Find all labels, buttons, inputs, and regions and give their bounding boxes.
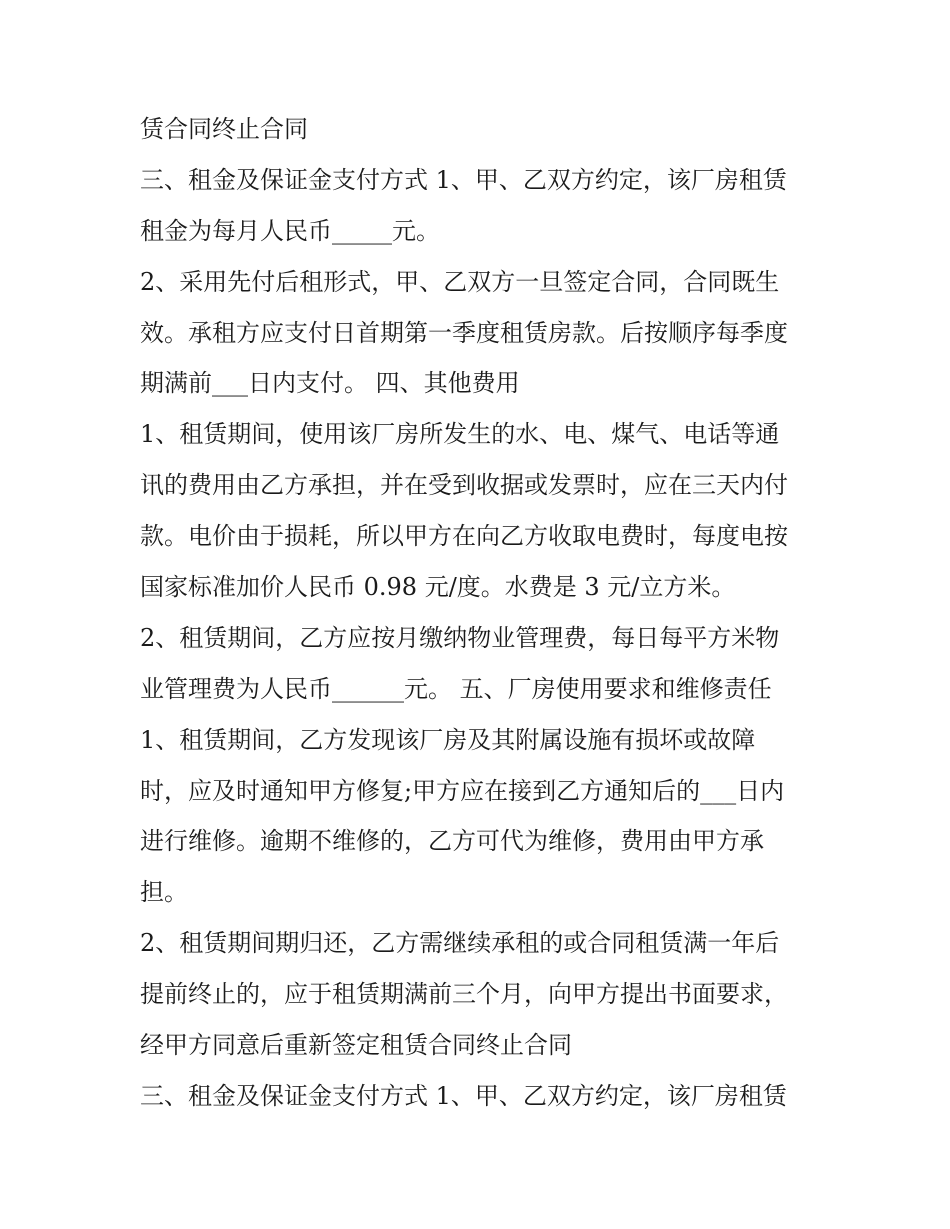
text-line-7: 1、租赁期间，使用该厂房所发生的水、电、煤气、电话等通 — [140, 420, 780, 449]
text-line-17: 2、租赁期间期归还，乙方需继续承租的或合同租赁满一年后 — [140, 929, 780, 958]
text-line-3: 租金为每月人民币_____元。 — [140, 216, 440, 245]
text-line-4: 2、采用先付后租形式，甲、乙双方一旦签定合同，合同既生 — [140, 267, 780, 296]
text-line-13: 1、租赁期间，乙方发现该厂房及其附属设施有损坏或故障 — [140, 725, 756, 754]
text-line-2: 三、租金及保证金支付方式 1、甲、乙双方约定，该厂房租赁 — [140, 165, 787, 194]
text-line-19: 经甲方同意后重新签定租赁合同终止合同 — [140, 1031, 572, 1060]
text-line-20: 三、租金及保证金支付方式 1、甲、乙双方约定，该厂房租赁 — [140, 1081, 787, 1110]
text-line-15: 进行维修。逾期不维修的，乙方可代为维修，费用由甲方承 — [140, 827, 764, 856]
text-line-6: 期满前___日内支付。 四、其他费用 — [140, 369, 520, 398]
text-line-1: 赁合同终止合同 — [140, 115, 308, 143]
text-line-14: 时，应及时通知甲方修复;甲方应在接到乙方通知后的___日内 — [140, 776, 785, 805]
text-line-18: 提前终止的，应于租赁期满前三个月，向甲方提出书面要求， — [140, 980, 788, 1009]
text-line-12: 业管理费为人民币______元。 五、厂房使用要求和维修责任 — [140, 674, 772, 703]
text-line-9: 款。电价由于损耗，所以甲方在向乙方收取电费时，每度电按 — [140, 522, 788, 551]
text-line-8: 讯的费用由乙方承担，并在受到收据或发票时，应在三天内付 — [140, 471, 788, 500]
text-line-10: 国家标准加价人民币 0.98 元/度。水费是 3 元/立方米。 — [140, 573, 736, 602]
text-line-16: 担。 — [140, 878, 188, 907]
text-line-5: 效。承租方应支付日首期第一季度租赁房款。后按顺序每季度 — [140, 318, 788, 347]
text-line-11: 2、租赁期间，乙方应按月缴纳物业管理费，每日每平方米物 — [140, 623, 780, 652]
contract-text-body — [140, 104, 830, 1122]
